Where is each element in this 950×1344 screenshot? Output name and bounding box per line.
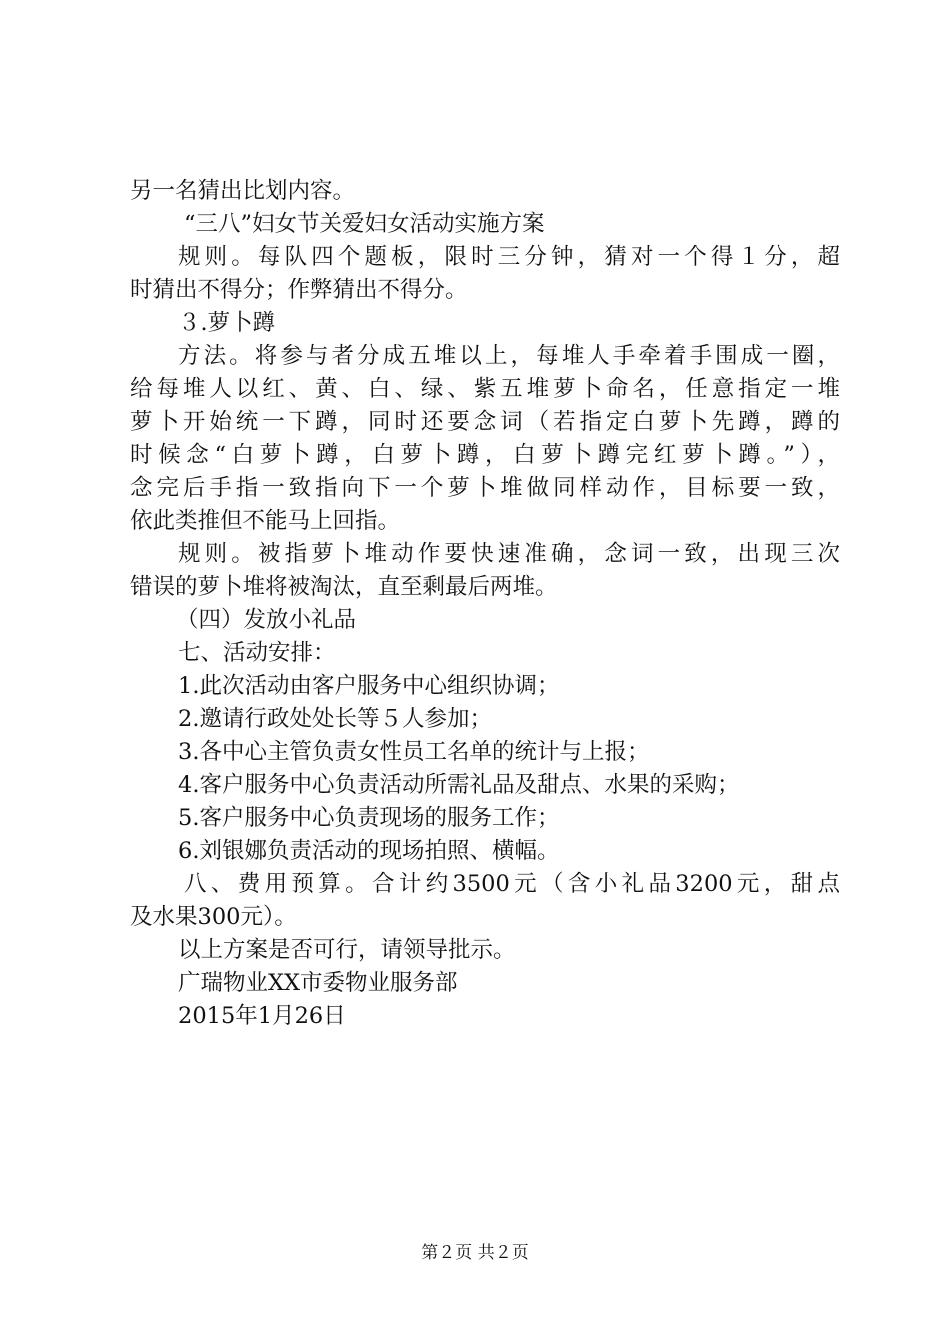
text-line-5: ３.萝卜蹲	[178, 310, 276, 336]
text-line-13: 错误的萝卜堆将被淘汰，直至剩最后两堆。	[130, 574, 558, 600]
text-line-18: 3.各中心主管负责女性员工名单的统计与上报；	[178, 739, 650, 765]
text-line-7: 给每堆人以红、黄、白、绿、紫五堆萝卜命名，任意指定一堆	[130, 376, 840, 402]
text-line-2: “三八”妇女节关爱妇女活动实施方案	[184, 211, 545, 237]
text-line-12: 规则。被指萝卜堆动作要快速准确，念词一致，出现三次	[178, 541, 840, 567]
text-line-23: 及水果300元）。	[130, 904, 297, 930]
text-line-19: 4.客户服务中心负责活动所需礼品及甜点、水果的采购；	[178, 772, 740, 798]
text-line-1: 另一名猜出比划内容。	[130, 178, 356, 204]
text-line-16: 1.此次活动由客户服务中心组织协调；	[178, 673, 560, 699]
text-line-8: 萝卜开始统一下蹲，同时还要念词（若指定白萝卜先蹲，蹲的	[130, 409, 840, 435]
text-line-4: 时猜出不得分；作弊猜出不得分。	[130, 277, 468, 303]
text-line-24: 以上方案是否可行，请领导批示。	[178, 937, 516, 963]
text-line-22: 八、费用预算。合计约3500元（含小礼品3200元，甜点	[184, 871, 840, 897]
text-line-15: 七、活动安排：	[178, 640, 336, 666]
text-line-26: 2015年1月26日	[178, 1003, 346, 1029]
text-line-17: 2.邀请行政处处长等５人参加；	[178, 706, 492, 732]
text-line-25: 广瑞物业XX市委物业服务部	[178, 970, 458, 996]
text-line-9: 时候念“白萝卜蹲，白萝卜蹲，白萝卜蹲完红萝卜蹲。”），	[130, 442, 840, 468]
text-line-11: 依此类推但不能马上回指。	[130, 508, 401, 534]
text-line-20: 5.客户服务中心负责现场的服务工作；	[178, 805, 560, 831]
text-line-6: 方法。将参与者分成五堆以上，每堆人手牵着手围成一圈，	[178, 343, 840, 369]
page-number-footer: 第２页 共２页	[421, 1243, 529, 1263]
text-line-10: 念完后手指一致指向下一个萝卜堆做同样动作，目标要一致，	[130, 475, 840, 501]
text-line-3: 规则。每队四个题板，限时三分钟，猜对一个得１分，超	[178, 244, 840, 270]
text-line-21: 6.刘银娜负责活动的现场拍照、横幅。	[178, 838, 560, 864]
text-line-14: （四）发放小礼品	[176, 607, 357, 633]
